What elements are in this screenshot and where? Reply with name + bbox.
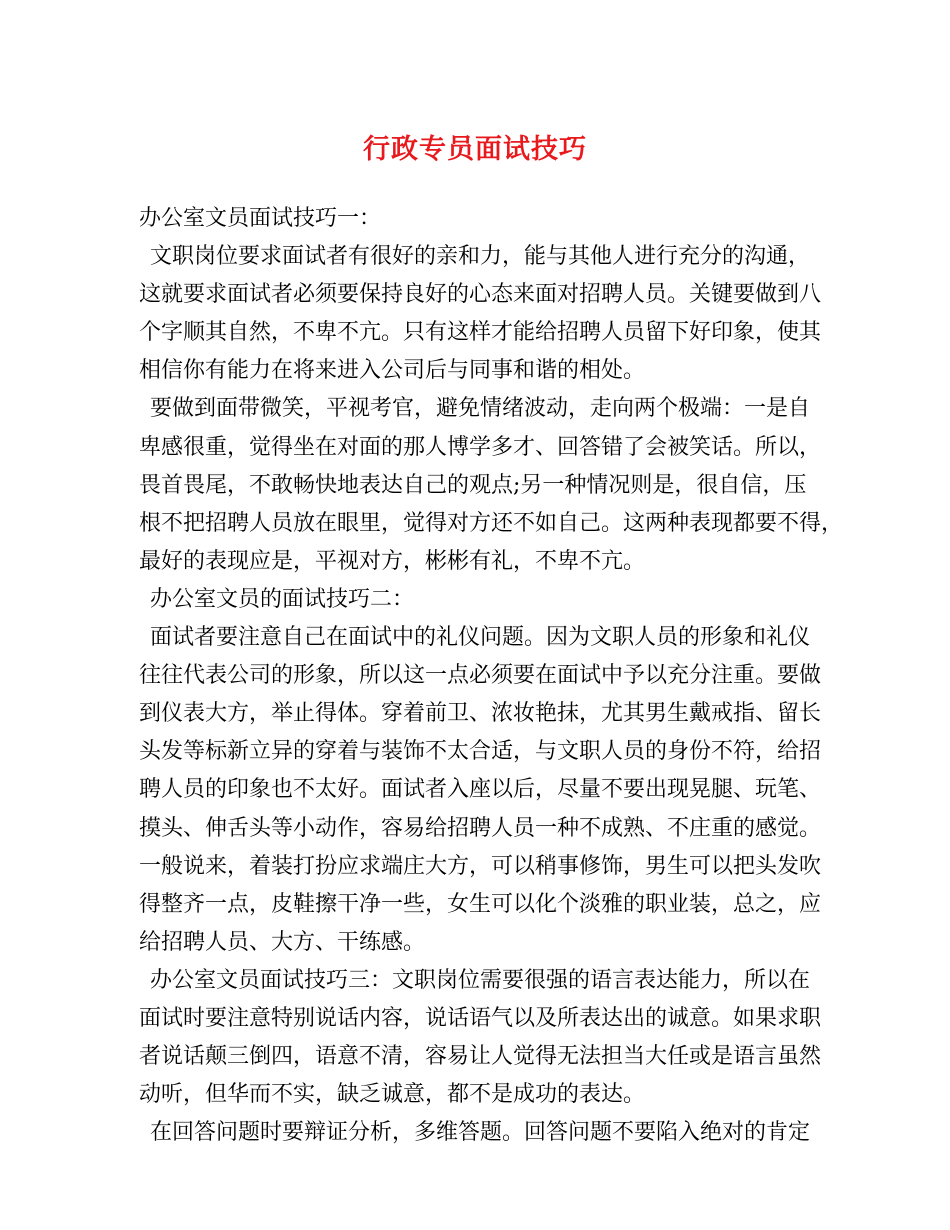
text-line: 这就要求面试者必须要保持良好的心态来面对招聘人员。关键要做到八 [139,282,822,308]
text-line: 办公室文员面试技巧三：文职岗位需要很强的语言表达能力，所以在 [150,967,811,993]
text-line: 最好的表现应是，平视对方，彬彬有礼，不卑不亢。 [139,548,646,574]
text-line: 相信你有能力在将来进入公司后与同事和谐的相处。 [139,358,646,384]
text-line: 摸头、伸舌头等小动作，容易给招聘人员一种不成熟、不庄重的感觉。 [139,815,822,841]
text-line: 面试时要注意特别说话内容，说话语气以及所表达出的诚意。如果求职 [139,1005,822,1031]
text-line: 文职岗位要求面试者有很好的亲和力，能与其他人进行充分的沟通， [150,244,811,270]
text-line: 往往代表公司的形象，所以这一点必须要在面试中予以充分注重。要做 [139,663,822,689]
text-line: 聘人员的印象也不太好。面试者入座以后，尽量不要出现晃腿、玩笔、 [139,777,822,803]
text-line: 办公室文员的面试技巧二： [150,586,415,612]
text-line: 在回答问题时要辩证分析，多维答题。回答问题不要陷入绝对的肯定 [150,1120,811,1146]
text-line: 根不把招聘人员放在眼里，觉得对方还不如自己。这两种表现都要不得， [139,510,844,536]
text-line: 办公室文员面试技巧一： [139,206,382,231]
text-line: 要做到面带微笑，平视考官，避免情绪波动，走向两个极端：一是自 [150,396,811,422]
text-line: 得整齐一点，皮鞋擦干净一些，女生可以化个淡雅的职业装，总之，应 [139,891,822,917]
text-line: 者说话颠三倒四，语意不清，容易让人觉得无法担当大任或是语言虽然 [139,1044,822,1070]
text-line: 面试者要注意自己在面试中的礼仪问题。因为文职人员的形象和礼仪 [150,625,811,651]
text-line: 个字顺其自然，不卑不亢。只有这样才能给招聘人员留下好印象，使其 [139,320,822,346]
text-line: 头发等标新立异的穿着与装饰不太合适，与文职人员的身份不符，给招 [139,739,822,765]
text-line: 动听，但华而不实，缺乏诚意，都不是成功的表达。 [139,1082,646,1108]
text-line: 给招聘人员、大方、干练感。 [139,929,426,955]
text-line: 卑感很重，觉得坐在对面的那人博学多才、回答错了会被笑话。所以， [139,434,822,460]
text-line: 一般说来，着装打扮应求端庄大方，可以稍事修饰，男生可以把头发吹 [139,853,822,879]
text-line: 到仪表大方，举止得体。穿着前卫、浓妆艳抹，尤其男生戴戒指、留长 [139,701,822,727]
text-line: 畏首畏尾，不敢畅快地表达自己的观点;另一种情况则是，很自信，压 [139,472,807,498]
document-title: 行政专员面试技巧 [363,134,587,165]
document-body [139,200,844,1152]
